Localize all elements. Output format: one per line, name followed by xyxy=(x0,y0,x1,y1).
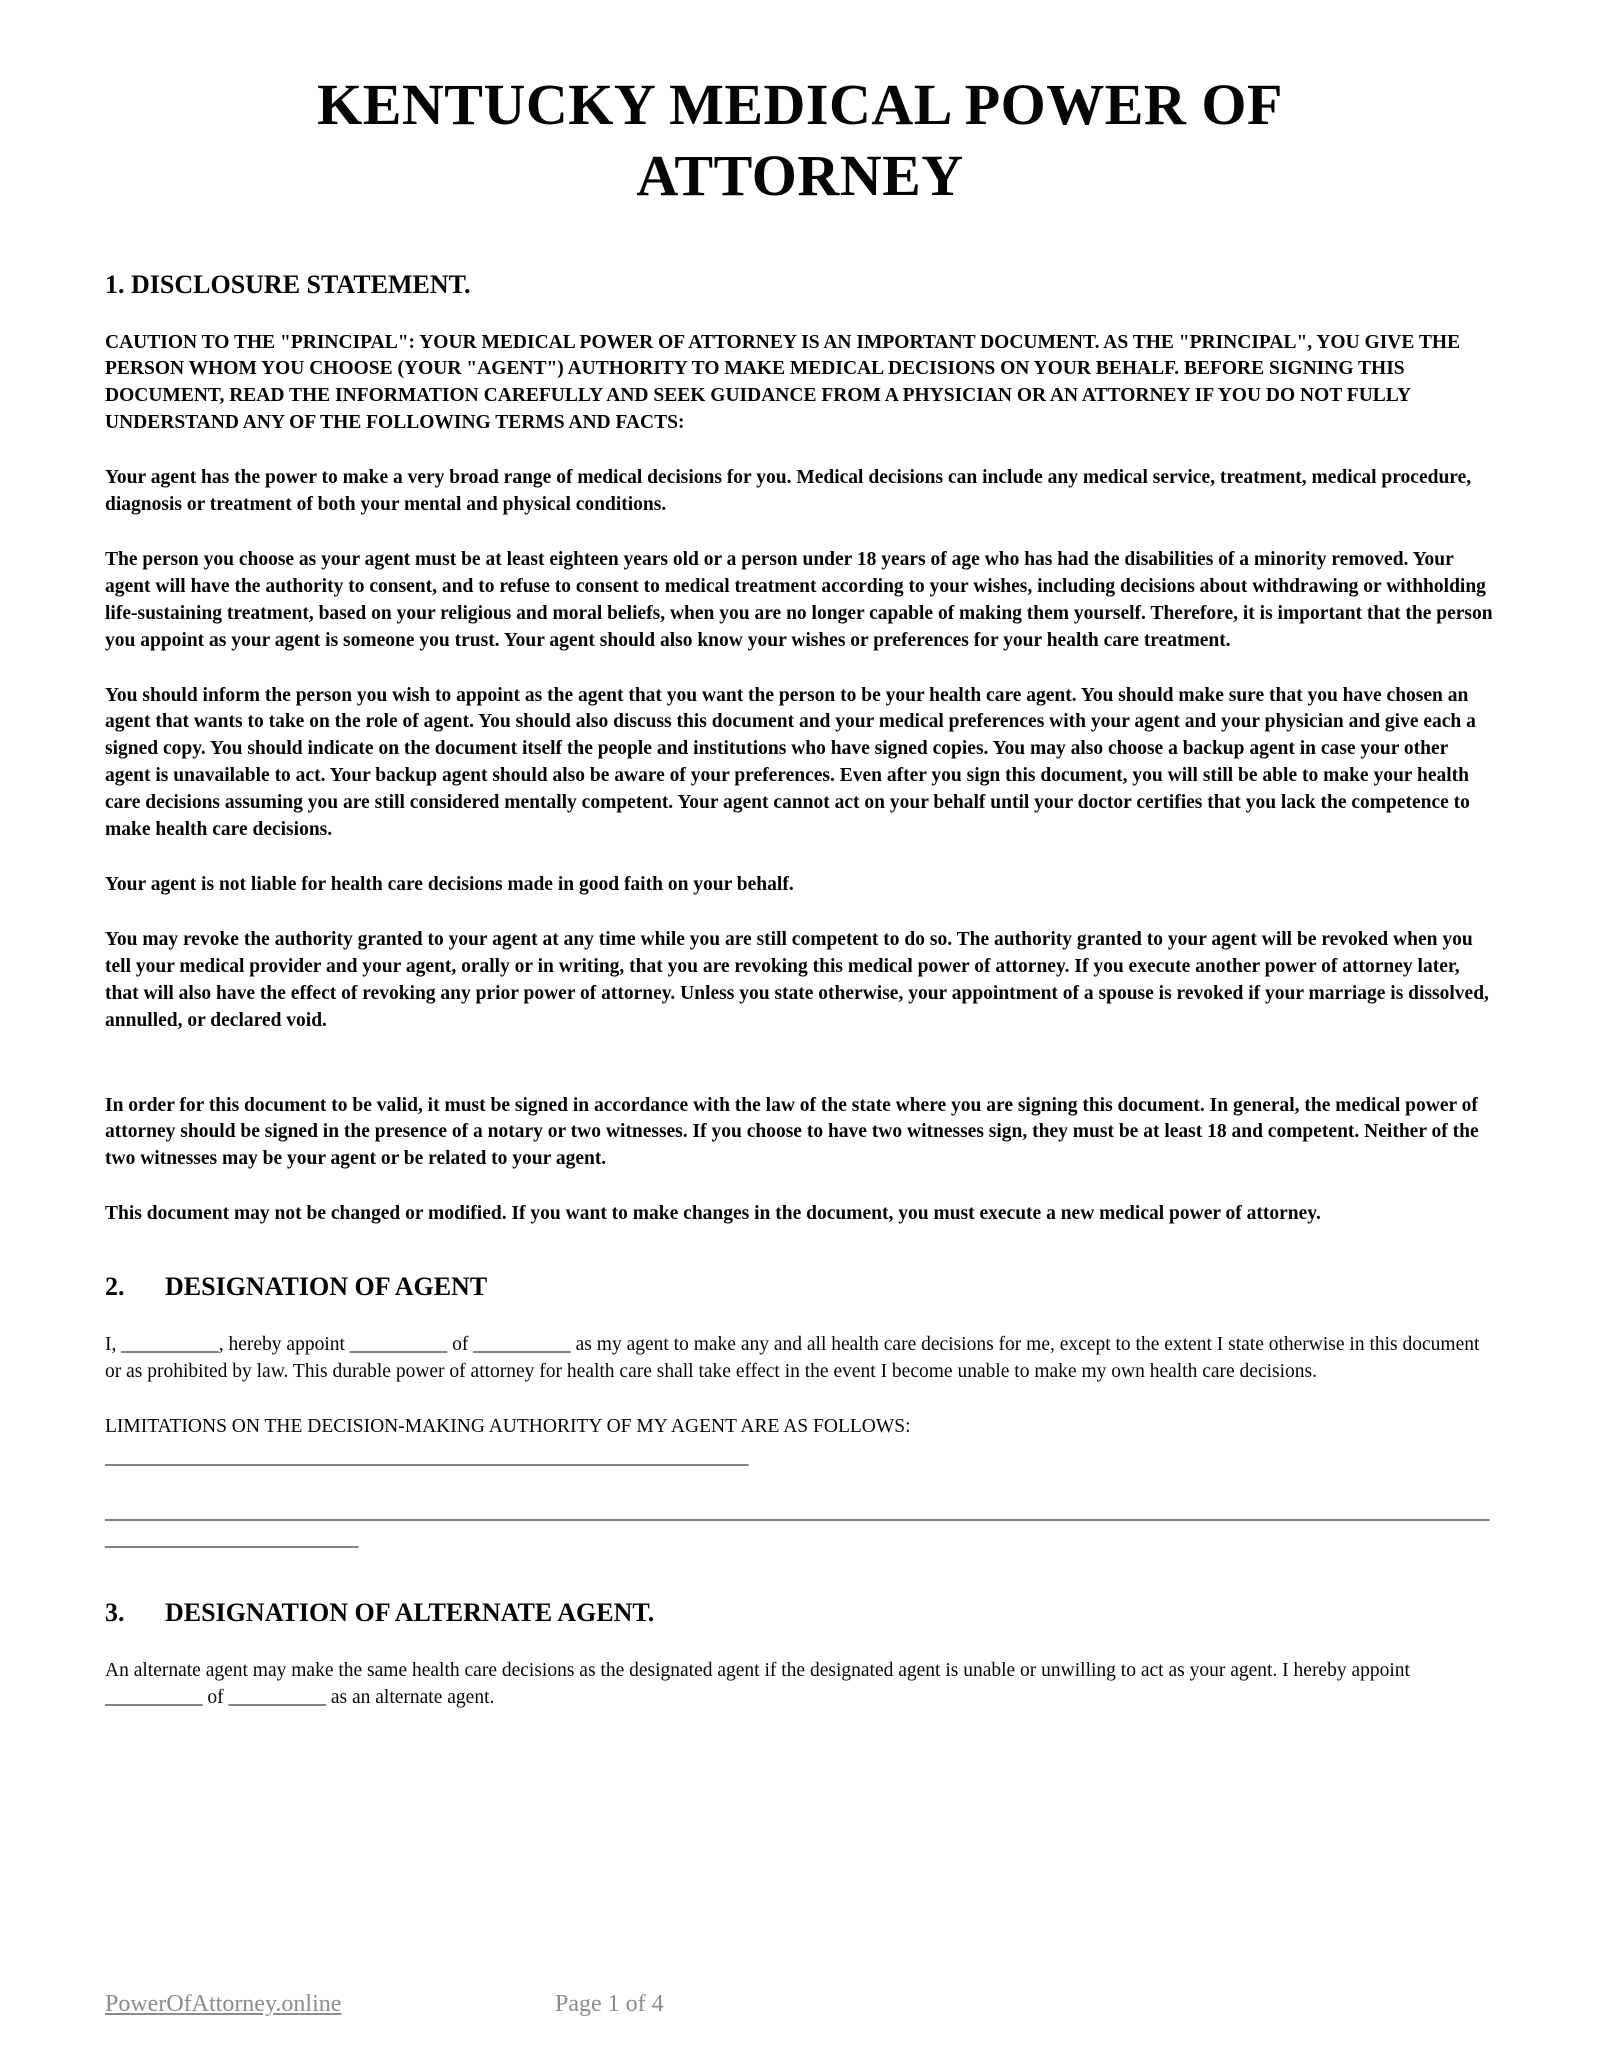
footer-link[interactable]: PowerOfAttorney.online xyxy=(105,1991,342,2017)
section-2-heading xyxy=(105,1272,1495,1302)
section-1-heading: 1. DISCLOSURE STATEMENT. xyxy=(105,269,471,299)
page-footer xyxy=(105,1991,1495,2018)
section-2-heading-text: DESIGNATION OF AGENT xyxy=(165,1272,488,1302)
section-2-number: 2. xyxy=(105,1272,125,1302)
page-number: Page 1 of 4 xyxy=(555,1991,664,2017)
section-3-number: 3. xyxy=(105,1597,125,1627)
disclosure-paragraph-revocation: You may revoke the authority granted to your agent at any time while you are still competent to do so. The authority granted to your agent will be revoked when you tell your medical provider and your agent, orally or in writing, that you are revoking this medical power of attorney. If you execute another power of attorney later, that will also have the effect of revoking any prior power of attorney. Unless you state otherwise, your appointment of a spouse is revoked if your marriage is dissolved, annulled, or declared void. xyxy=(105,928,1489,1031)
disclosure-paragraph-agent-requirements: The person you choose as your agent must be at least eighteen years old or a person under 18 years of age who has had the disabilities of a minority removed. Your agent will have the authority to consent, and to refuse to consent to medical treatment according to your wishes, including decisions about withdrawing or withholding life-sustaining treatment, based on your religious and moral beliefs, when you are no longer capable of making them yourself. Therefore, it is important that the person you appoint as your agent is someone you trust. Your agent should also know your wishes or preferences for your health care treatment. xyxy=(105,548,1493,651)
alternate-agent-paragraph: An alternate agent may make the same health care decisions as the designated agent if the designated agent is unable or unwilling to act as your agent. I hereby appoint __________ of __________ as an alternate agent. xyxy=(105,1659,1410,1708)
page-title: KENTUCKY MEDICAL POWER OF ATTORNEY xyxy=(317,72,1283,208)
disclosure-paragraph-liability: Your agent is not liable for health care decisions made in good faith on your behalf. xyxy=(105,874,794,895)
limitations-blank-line-1: __________________________________________________________________ xyxy=(105,1446,749,1468)
limitations-label: LIMITATIONS ON THE DECISION-MAKING AUTHORITY OF MY AGENT ARE AS FOLLOWS: xyxy=(105,1415,911,1437)
disclosure-paragraph-validity: In order for this document to be valid, it must be signed in accordance with the law of the state where you are signing this document. In general, the medical power of attorney should be signed in the presence of a notary or two witnesses. If you choose to have two witnesses sign, they must be at least 18 and competent. Neither of the two witnesses may be your agent or be related to your agent. xyxy=(105,1094,1479,1170)
disclosure-paragraph-caution: CAUTION TO THE "PRINCIPAL": YOUR MEDICAL POWER OF ATTORNEY IS AN IMPORTANT DOCUMENT. AS THE "PRINCIPAL", YOU GIVE THE PERSON WHOM YOU CHOOSE (YOUR "AGENT") AUTHORITY TO MAKE MEDICAL DECISIONS ON YOUR BEHALF. BEFORE SIGNING THIS DOCUMENT, READ THE INFORMATION CAREFULLY AND SEEK GUIDANCE FROM A PHYSICIAN OR AN ATTORNEY IF YOU DO NOT FULLY UNDERSTAND ANY OF THE FOLLOWING TERMS AND FACTS: xyxy=(105,331,1461,434)
limitations-blank-line-2: ________________________________________________________________________________________________________________________________________________________________________ xyxy=(105,1501,1490,1550)
section-3-heading-text: DESIGNATION OF ALTERNATE AGENT. xyxy=(165,1597,655,1627)
disclosure-paragraph-agent-power: Your agent has the power to make a very broad range of medical decisions for you. Medical decisions can include any medical service, treatment, medical procedure, diagnosis or treatment of both your mental and physical conditions. xyxy=(105,467,1472,516)
disclosure-paragraph-inform-agent: You should inform the person you wish to appoint as the agent that you want the person to be your health care agent. You should make sure that you have chosen an agent that wants to take on the role of agent. You should also discuss this document and your medical preferences with your agent and your physician and give each a signed copy. You should indicate on the document itself the people and institutions who have signed copies. You may also choose a backup agent in case your other agent is unavailable to act. Your backup agent should also be aware of your preferences. Even after you sign this document, you will still be able to make your health care decisions assuming you are still considered mentally competent. Your agent cannot act on your behalf until your doctor certifies that you lack the competence to make health care decisions. xyxy=(105,684,1476,841)
disclosure-paragraph-no-modification: This document may not be changed or modified. If you want to make changes in the document, you must execute a new medical power of attorney. xyxy=(105,1203,1321,1225)
designation-of-agent-paragraph: I, __________, hereby appoint __________ of __________ as my agent to make any and all health care decisions for me, except to the extent I state otherwise in this document or as prohibited by law. This durable power of attorney for health care shall take effect in the event I become unable to make my own health care decisions. xyxy=(105,1334,1480,1383)
section-3-heading xyxy=(105,1598,1495,1628)
